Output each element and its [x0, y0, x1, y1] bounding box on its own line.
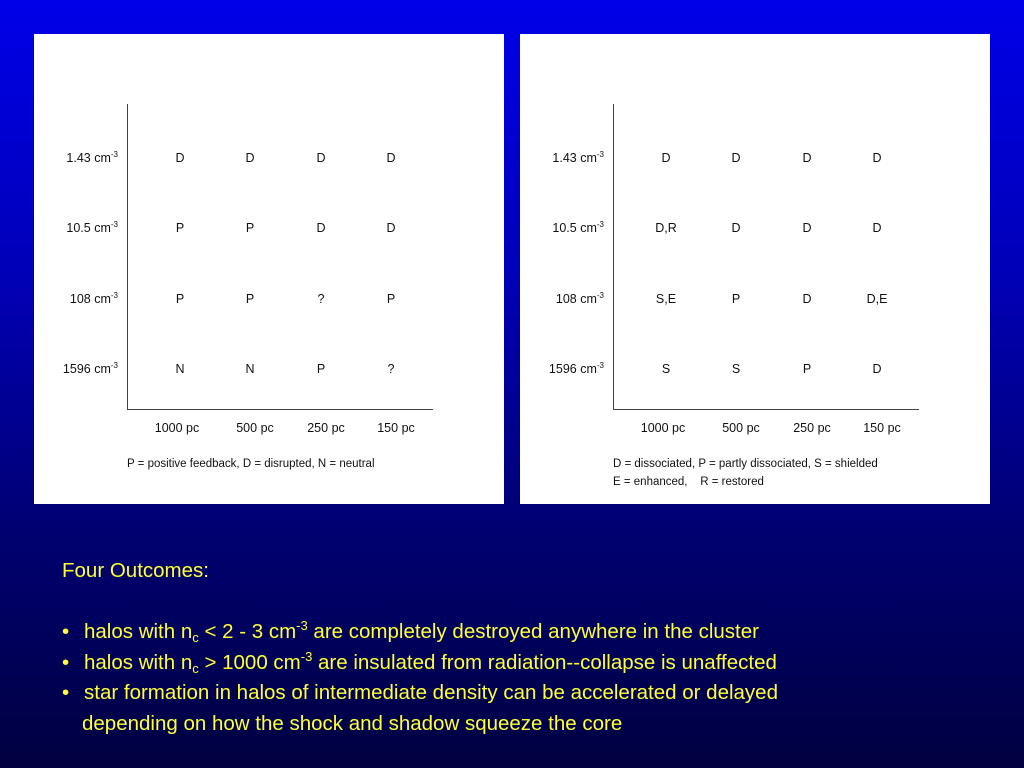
- bullet-item-3: • star formation in halos of intermediate density can be accelerated or delayed: [62, 678, 778, 709]
- grid-cell: P: [316, 362, 326, 376]
- bullet-item-1: • halos with $n_c < 2 - 3$ $cm^{-3}$ are completely destroyed anywhere in the cluster: [62, 617, 778, 648]
- y-axis-line: [613, 104, 614, 410]
- x-label-distance-4: 150 pc: [377, 421, 415, 435]
- legend-line-1: D = dissociated, P = partly dissociated, S = shielded: [613, 458, 878, 470]
- bullet-icon: •: [62, 620, 70, 643]
- grid-cell: D: [386, 151, 396, 165]
- grid-cell: P: [802, 362, 812, 376]
- grid-cell: S,E: [655, 292, 677, 306]
- y-label-density-4: 1596 $cm^{-3}$: [548, 361, 604, 376]
- y-label-density-3: 108 $cm^{-3}$: [555, 291, 604, 306]
- x-label-distance-1: 1000 pc: [154, 421, 200, 435]
- grid-cell: ?: [317, 292, 325, 306]
- summary-heading: Four Outcomes:: [62, 559, 209, 582]
- y-label-density-4: 1596 $cm^{-3}$: [62, 361, 118, 376]
- x-label-distance-2: 500 pc: [722, 421, 760, 435]
- grid-cell: N: [175, 362, 185, 376]
- grid-cell: D: [245, 151, 255, 165]
- grid-cell: P: [731, 292, 741, 306]
- x-label-distance-4: 150 pc: [863, 421, 901, 435]
- x-label-distance-3: 250 pc: [307, 421, 345, 435]
- grid-cell: D,E: [866, 292, 888, 306]
- grid-cell: D: [386, 221, 396, 235]
- grid-cell: S: [661, 362, 671, 376]
- x-label-distance-3: 250 pc: [793, 421, 831, 435]
- grid-cell: ?: [387, 362, 395, 376]
- grid-cell: P: [245, 221, 255, 235]
- grid-cell: S: [731, 362, 741, 376]
- legend-line-1: P = positive feedback, D = disrupted, N = neutral: [127, 458, 375, 470]
- x-axis-line: [127, 409, 433, 410]
- bullet-icon: •: [62, 681, 70, 704]
- y-axis-line: [127, 104, 128, 410]
- x-axis-line: [613, 409, 919, 410]
- bullet-item-3-continuation: depending on how the shock and shadow squeeze the core: [82, 711, 623, 735]
- grid-cell: D: [872, 362, 882, 376]
- y-label-density-2: 10.5 $cm^{-3}$: [552, 220, 604, 235]
- grid-cell: D: [316, 151, 326, 165]
- x-label-distance-2: 500 pc: [236, 421, 274, 435]
- grid-cell: D,R: [655, 221, 677, 235]
- legend-line-2: E = enhanced, R = restored: [613, 476, 764, 488]
- grid-cell: D: [731, 151, 741, 165]
- bullet-item-2: • halos with $n_c > 1000$ $cm^{-3}$ are insulated from radiation--collapse is unaffected: [62, 648, 778, 679]
- y-label-density-3: 108 $cm^{-3}$: [69, 291, 118, 306]
- grid-cell: P: [175, 292, 185, 306]
- grid-cell: P: [386, 292, 396, 306]
- grid-cell: D: [731, 221, 741, 235]
- grid-cell: D: [802, 151, 812, 165]
- grid-cell: D: [802, 221, 812, 235]
- y-label-density-1: 1.43 $cm^{-3}$: [66, 150, 118, 165]
- grid-cell: D: [872, 221, 882, 235]
- outcome-grid-right: [520, 34, 990, 504]
- grid-cell: D: [802, 292, 812, 306]
- summary-text: [62, 556, 778, 739]
- bullet-icon: •: [62, 650, 70, 674]
- grid-cell: P: [175, 221, 185, 235]
- grid-cell: D: [316, 221, 326, 235]
- y-label-density-2: 10.5 $cm^{-3}$: [66, 220, 118, 235]
- grid-cell: N: [245, 362, 255, 376]
- grid-cell: D: [175, 151, 185, 165]
- y-label-density-1: 1.43 $cm^{-3}$: [552, 150, 604, 165]
- grid-cell: D: [661, 151, 671, 165]
- outcome-grid-left: [34, 34, 504, 504]
- x-label-distance-1: 1000 pc: [640, 421, 686, 435]
- grid-cell: P: [245, 292, 255, 306]
- grid-cell: D: [872, 151, 882, 165]
